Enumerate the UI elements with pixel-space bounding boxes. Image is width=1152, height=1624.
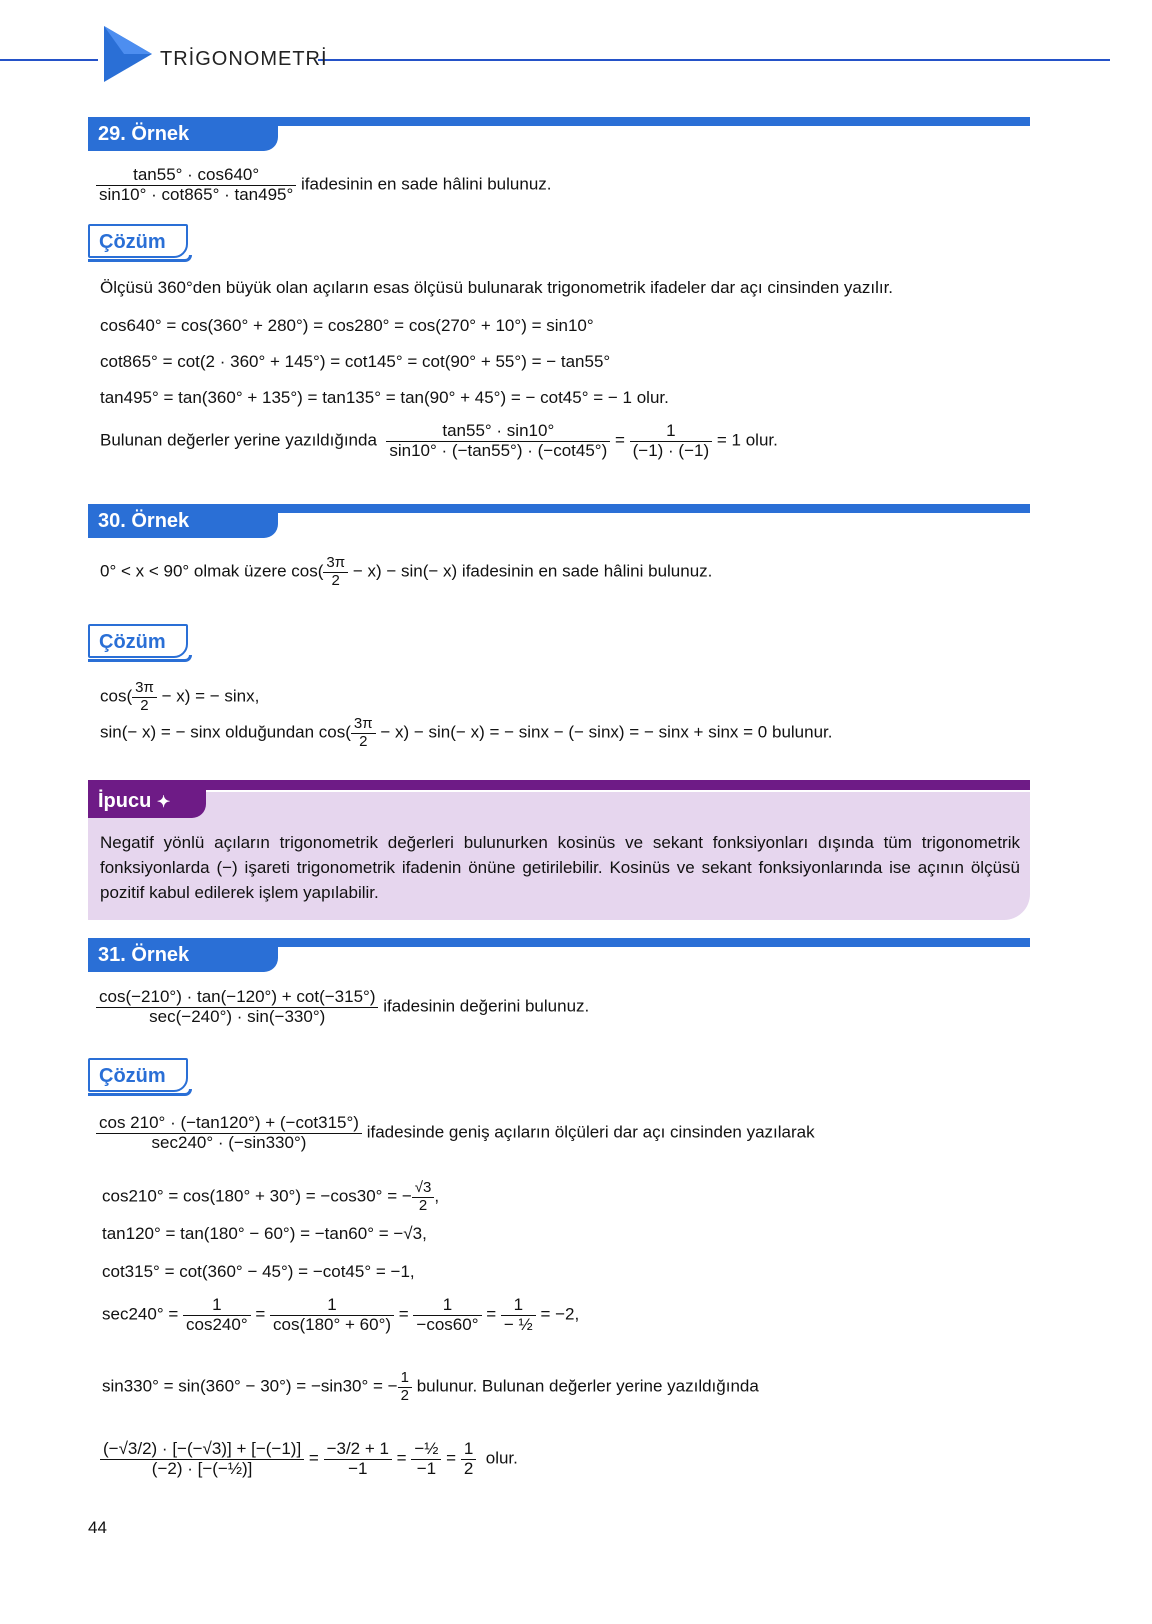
hint-text: Negatif yönlü açıların trigonometrik değerleri bulunurken kosinüs ve sekant fonksiyonları dışında tüm trigonometrik fonksiyonlarda (−) işareti trigonometrik ifadenin önüne getirilebilir. Kosinüs ve sekant fonksiyonlarında ise açının ölçüsü pozitif kabul edilerek işlem yapılabilir. — [100, 833, 1020, 902]
example30-solution-label: Çözüm — [88, 624, 188, 658]
example31-l5-prefix: sin330° = sin(360° − 30°) = −sin30° = − — [102, 1376, 398, 1396]
example31-f4-den: 2 — [463, 1458, 474, 1478]
example30-sol1 — [100, 680, 259, 714]
example31-l1-num: √3 — [412, 1180, 435, 1198]
example29-num: tan55° · cos640° — [96, 166, 296, 186]
example30-q-prefix: 0° < x < 90° olmak üzere cos( — [100, 561, 324, 581]
example31-s-den: sec240° · (−sin330°) — [151, 1132, 307, 1152]
example31-f-tail: olur. — [485, 1448, 518, 1468]
example29-res-den2: (−1) · (−1) — [632, 440, 710, 460]
example31-question-text: ifadesinin değerini bulunuz. — [383, 996, 590, 1016]
example31-l5 — [102, 1370, 759, 1404]
example31-l4-f4d: − ½ — [503, 1314, 533, 1334]
example29-result: Bulunan değerler yerine yazıldığında $\frac{\tan 55^\circ \cdot \sin 10^\circ}{\sin 10^\circ \cdot (-\tan 55^\circ) \cdot (-\cot 45^\circ)}$ = $\frac{1}{(-1) \cdot (-1)}$ = 1 olur. — [100, 421, 778, 460]
example31-tab: 31. Örnek — [88, 938, 278, 972]
example31-l5-den: 2 — [400, 1386, 409, 1404]
example31-f2-num: −3/2 + 1 — [324, 1440, 392, 1460]
example31-f3-num: −½ — [411, 1440, 441, 1460]
example30-s2-frac-num: 3π — [351, 716, 376, 734]
hint-bar — [88, 780, 1030, 790]
example31-l5-suffix: bulunur. Bulunan değerler yerine yazıldığında — [416, 1376, 759, 1396]
example29-line2: cot865° = cot(2 · 360° + 145°) = cot145° = cot(90° + 55°) = − tan55° — [100, 352, 611, 371]
example31-l1-den: 2 — [418, 1196, 428, 1214]
example31-l4-f4n: 1 — [501, 1296, 536, 1316]
example31-solution-label: Çözüm — [88, 1058, 188, 1092]
example30-s1-suffix: − x) = − sinx, — [161, 686, 260, 706]
example29-tab: 29. Örnek — [88, 117, 278, 151]
header-triangle-logo — [104, 26, 152, 82]
example31-l4-f1n: 1 — [183, 1296, 251, 1316]
sparkle-icon: ✦ — [156, 794, 171, 811]
example29-res-num2: 1 — [630, 422, 713, 442]
example30-s1-prefix: cos( — [100, 686, 133, 706]
example30-frac-num: 3π — [323, 555, 348, 573]
example31-l1-text: cos210° = cos(180° + 30°) = −cos30° = − — [102, 1186, 412, 1206]
example29-intro: Ölçüsü 360°den büyük olan açıların esas ölçüsü bulunarak trigonometrik ifadeler dar açı cinsinden yazılır. — [100, 278, 894, 297]
hint-tab-label: İpucu — [98, 790, 152, 812]
example29-res-tail: = 1 olur. — [716, 430, 778, 450]
example31-f2-den: −1 — [348, 1458, 368, 1478]
example31-f-num: (−√3/2) · [−(−√3)] + [−(−1)] — [100, 1440, 304, 1460]
example31-question — [96, 988, 589, 1026]
example29-den: sin10° · cot865° · tan495° — [99, 184, 294, 204]
example29-question-text: ifadesinin en sade hâlini bulunuz. — [301, 174, 552, 194]
example31-l4-f3n: 1 — [413, 1296, 481, 1316]
example31-l1: cos210° = cos(180° + 30°) = −cos30° = − $\frac{√3}{2}$ , — [102, 1179, 440, 1214]
example31-l2: tan120° = tan(180° − 60°) = −tan60° = −√3, — [102, 1224, 427, 1243]
hint-tab — [88, 784, 206, 818]
example31-l4-f3d: −cos60° — [416, 1314, 479, 1334]
example31-final: $\frac{(-√3/2) \cdot [-(-√3)] + [-(-1)]}{\text{(−2) · [−(−½)]}}$ = $\frac{-3/2 + 1}{-1}$ = $\frac{\text{−½}}{-1}$ = $\frac{1}{2}$ olur. — [100, 1440, 518, 1478]
example30-frac-den: 2 — [331, 571, 340, 589]
example31-l3: cot315° = cot(360° − 45°) = −cot45° = −1, — [102, 1262, 415, 1281]
example29-result-prefix: Bulunan değerler yerine yazıldığında — [100, 430, 377, 450]
example31-l4-f1d: cos240° — [186, 1314, 248, 1334]
header-rule-right — [318, 59, 1110, 61]
example29-res-den: sin10° · (−tan55°) · (−cot45°) — [389, 440, 608, 460]
example31-f-den: (−2) · [−(−½)] — [151, 1458, 253, 1478]
example31-sol-intro — [96, 1114, 815, 1152]
example31-l4-f2n: 1 — [270, 1296, 394, 1316]
example31-l4-tail: = −2, — [540, 1304, 580, 1324]
example31-s-num: cos 210° · (−tan120°) + (−cot315°) — [96, 1114, 362, 1134]
example30-s1-frac-den: 2 — [140, 696, 149, 714]
example29-line1: cos640° = cos(360° + 280°) = cos280° = cos(270° + 10°) = sin10° — [100, 316, 594, 335]
example30-s2-suffix: − x) − sin(− x) = − sinx − (− sinx) = − sinx + sinx = 0 bulunur. — [380, 722, 833, 742]
example30-s2-prefix: sin(− x) = − sinx olduğundan cos( — [100, 722, 351, 742]
example31-f4-num: 1 — [461, 1440, 476, 1460]
example31-f3-den: −1 — [416, 1458, 437, 1478]
header-title: TRİGONOMETRİ — [160, 48, 328, 70]
example31-den: sec(−240°) · sin(−330°) — [149, 1006, 326, 1026]
header-rule-left — [0, 59, 98, 61]
page-number: 44 — [88, 1518, 107, 1537]
example30-q-suffix: − x) − sin(− x) ifadesinin en sade hâlini bulunuz. — [352, 561, 713, 581]
example30-question — [100, 555, 712, 589]
example30-sol2 — [100, 716, 832, 750]
example31-s-text: ifadesinde geniş açıların ölçüleri dar açı cinsinden yazılarak — [366, 1122, 815, 1142]
example30-s2-frac-den: 2 — [359, 732, 368, 750]
example29-res-num: tan55° · sin10° — [386, 422, 610, 442]
example31-num: cos(−210°) · tan(−120°) + cot(−315°) — [96, 988, 378, 1008]
example30-tab: 30. Örnek — [88, 504, 278, 538]
example31-l4-prefix: sec240° = — [102, 1304, 179, 1324]
example29-line3: tan495° = tan(360° + 135°) = tan135° = tan(90° + 45°) = − cot45° = − 1 olur. — [100, 388, 669, 407]
example29-solution-label: Çözüm — [88, 224, 188, 258]
example30-s1-frac-num: 3π — [132, 680, 157, 698]
example31-l5-num: 1 — [398, 1370, 412, 1388]
example31-l4-f2d: cos(180° + 60°) — [273, 1314, 392, 1334]
example31-l4: sec240° = $\frac{1}{\cos 240^\circ}$ = $\frac{1}{\cos(180^\circ + 60^\circ)}$ = $\frac{1}{-\cos 60^\circ}$ = $\frac{1}{\text{− ½}}$ = −2, — [102, 1295, 580, 1334]
example29-question — [96, 166, 552, 204]
